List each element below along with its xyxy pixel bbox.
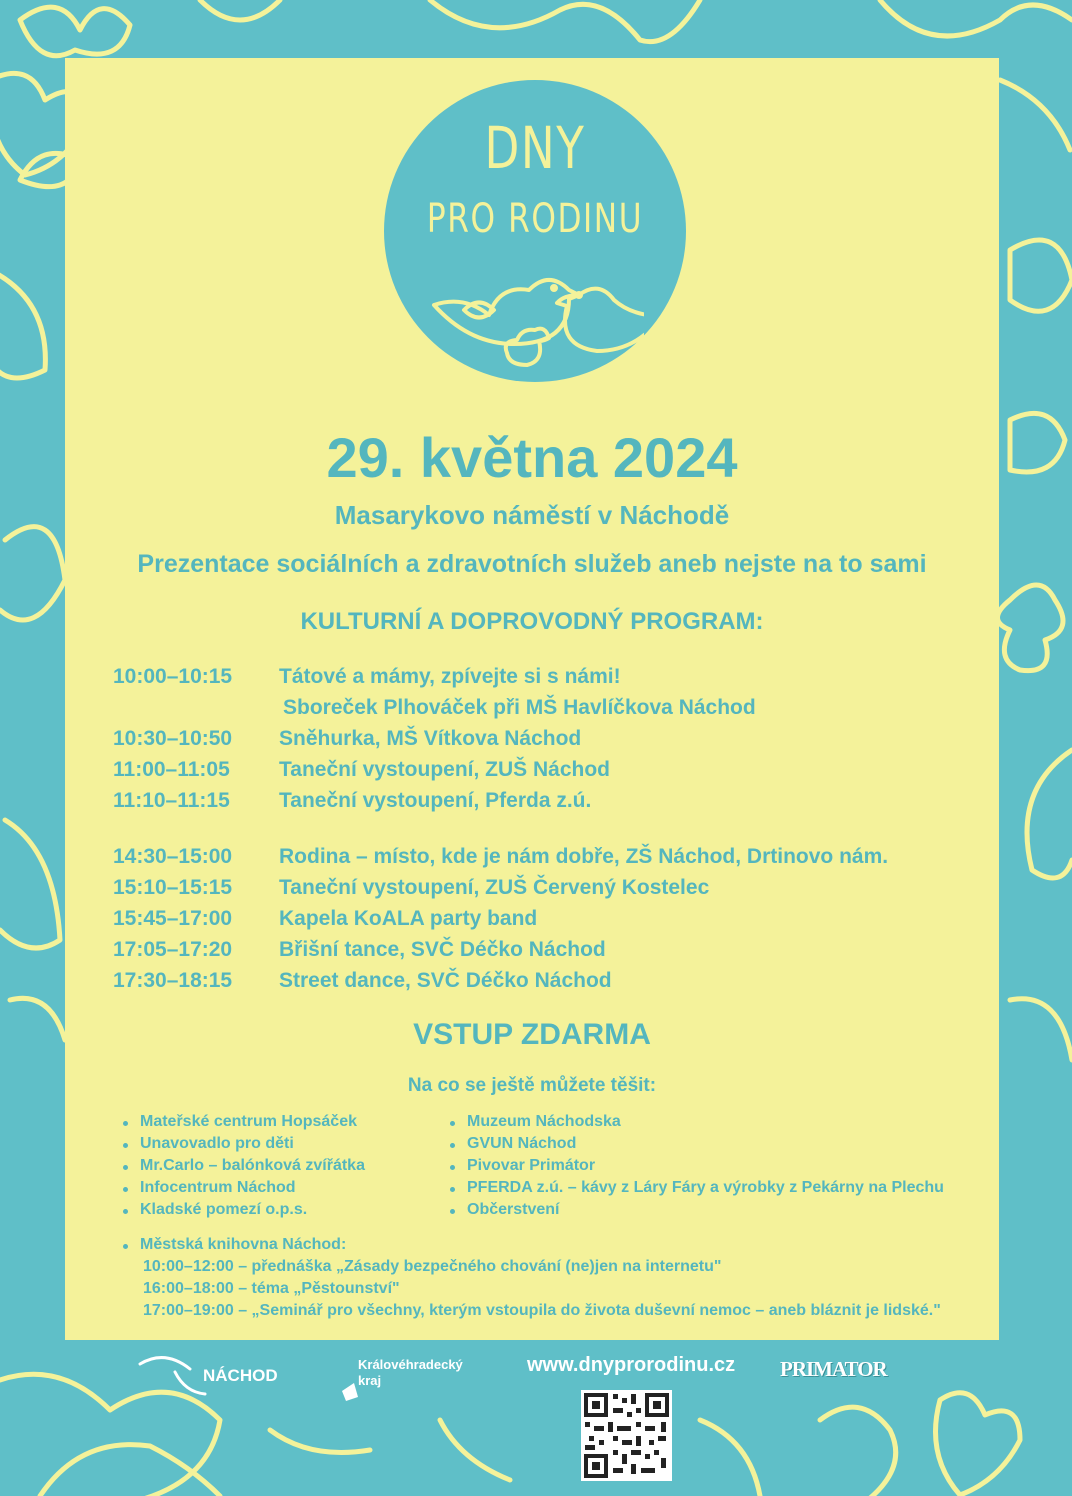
primator-logo: PRIMATOR [780, 1357, 887, 1381]
schedule-time: 17:05–17:20 [113, 938, 233, 961]
birds-icon [424, 270, 644, 380]
schedule-activity: Street dance, SVČ Déčko Náchod [279, 969, 612, 992]
kraj-flag-icon [340, 1381, 360, 1403]
extras-list-right [450, 1113, 944, 1223]
kraj-logo [340, 1357, 490, 1405]
schedule-activity: Taneční vystoupení, Pferda z.ú. [279, 789, 592, 812]
program-heading: KULTURNÍ A DOPROVODNÝ PROGRAM: [300, 608, 764, 635]
schedule-time: 11:10–11:15 [113, 789, 230, 812]
schedule-time: 17:30–18:15 [113, 969, 233, 992]
library-event: 17:00–19:00 – „Seminář pro všechny, kterým vstoupila do života duševní nemoc – aneb bláznit je lidské." [143, 1302, 941, 1319]
list-item: Mr.Carlo – balónková zvířátka [123, 1157, 365, 1179]
list-item: Muzeum Náchodska [450, 1113, 944, 1135]
list-item: Pivovar Primátor [450, 1157, 944, 1179]
schedule-activity: Taneční vystoupení, ZUŠ Červený Kostelec [279, 876, 710, 899]
event-subtitle: Prezentace sociálních a zdravotních služeb aneb nejste na to sami [137, 550, 927, 578]
schedule-activity: Sboreček Plhováček při MŠ Havlíčkova Náchod [283, 696, 756, 719]
schedule-activity: Sněhurka, MŠ Vítkova Náchod [279, 727, 582, 750]
schedule-activity: Rodina – místo, kde je nám dobře, ZŠ Náchod, Drtinovo nám. [279, 845, 889, 868]
library-event: 10:00–12:00 – přednáška „Zásady bezpečného chování (ne)jen na internetu" [143, 1258, 722, 1275]
schedule-activity: Kapela KoALA party band [279, 907, 538, 930]
kraj-logo-line1: Královéhradecký [358, 1357, 463, 1372]
logo-title-line1: DNY [484, 114, 586, 182]
free-entry-heading: VSTUP ZDARMA [413, 1018, 651, 1051]
list-item: GVUN Náchod [450, 1135, 944, 1157]
list-item: Unavovadlo pro děti [123, 1135, 365, 1157]
schedule-time: 11:00–11:05 [113, 758, 230, 781]
library-event: 16:00–18:00 – téma „Pěstounství" [143, 1280, 400, 1297]
schedule-activity: Taneční vystoupení, ZUŠ Náchod [279, 758, 610, 781]
schedule-time: 15:10–15:15 [113, 876, 233, 899]
schedule-time: 14:30–15:00 [113, 845, 233, 868]
list-item: Infocentrum Náchod [123, 1179, 365, 1201]
list-item: PFERDA z.ú. – kávy z Láry Fáry a výrobky z Pekárny na Plechu [450, 1179, 944, 1201]
schedule-time: 10:00–10:15 [113, 665, 233, 688]
list-item: Mateřské centrum Hopsáček [123, 1113, 365, 1135]
list-item: Občerstvení [450, 1201, 944, 1223]
event-place: Masarykovo náměstí v Náchodě [334, 500, 730, 530]
logo-title-line2: PRO RODINU [426, 196, 644, 242]
library-section [123, 1236, 941, 1324]
nachod-logo-text: NÁCHOD [203, 1366, 278, 1385]
schedule-activity: Tátové a mámy, zpívejte si s námi! [279, 665, 621, 688]
qr-code[interactable] [581, 1390, 672, 1481]
schedule-time: 15:45–17:00 [113, 907, 233, 930]
nachod-logo [135, 1352, 295, 1396]
website-link[interactable]: www.dnyprorodinu.cz [527, 1354, 736, 1376]
event-date: 29. května 2024 [326, 426, 738, 489]
extras-heading: Na co se ještě můžete těšit: [407, 1075, 657, 1096]
schedule-time: 10:30–10:50 [113, 727, 233, 750]
library-name: Městská knihovna Náchod: [123, 1236, 941, 1258]
kraj-logo-line2: kraj [358, 1373, 382, 1388]
extras-list-left [123, 1113, 365, 1223]
schedule-activity: Břišní tance, SVČ Déčko Náchod [279, 938, 606, 961]
list-item: Kladské pomezí o.p.s. [123, 1201, 365, 1223]
event-logo [384, 80, 686, 382]
